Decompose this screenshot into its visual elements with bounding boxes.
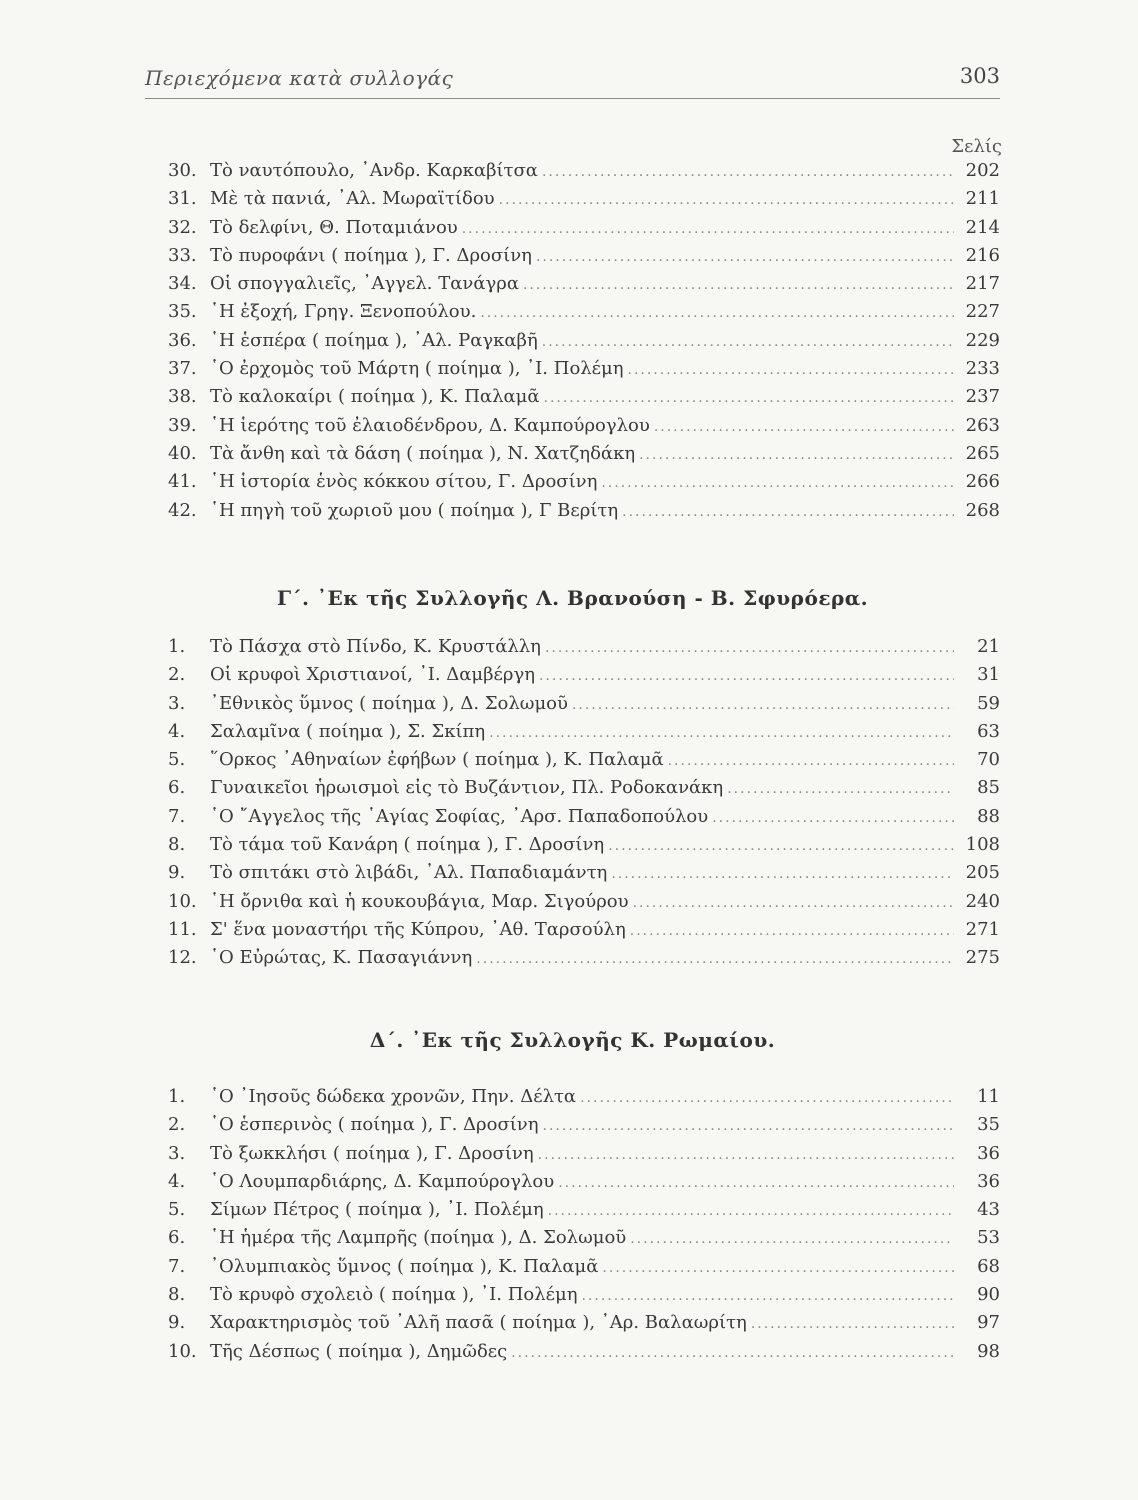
toc-entry bbox=[168, 693, 1000, 721]
entry-title: ῾Η ἑσπέρα ( ποίημα ), ᾿Αλ. Ραγκαβῆ bbox=[210, 329, 538, 351]
toc-entry bbox=[168, 160, 1000, 188]
toc-entry bbox=[168, 1114, 1000, 1142]
entry-title: ῾Η ἐξοχή, Γρηγ. Ξενοπούλου. bbox=[210, 301, 477, 323]
entry-title: Σ' ἕνα μοναστήρι τῆς Κύπρου, ᾿Αθ. Ταρσούλη bbox=[210, 918, 626, 940]
entry-page: 43 bbox=[977, 1199, 1000, 1221]
entry-number: 32. bbox=[168, 216, 197, 238]
dot-leader bbox=[545, 640, 954, 656]
dot-leader bbox=[668, 753, 954, 769]
entry-number: 4. bbox=[168, 1170, 186, 1192]
entry-page: 36 bbox=[977, 1170, 1000, 1192]
entry-title: ᾿Εθνικὸς ὕμνος ( ποίημα ), Δ. Σολωμοῦ bbox=[210, 692, 568, 714]
toc-entry bbox=[168, 1227, 1000, 1255]
entry-number: 10. bbox=[168, 1340, 197, 1362]
entry-number: 34. bbox=[168, 273, 197, 295]
entry-page: 53 bbox=[977, 1227, 1000, 1249]
entry-title: ῞Ορκος ᾿Αθηναίων ἐφήβων ( ποίημα ), Κ. Παλαμᾶ bbox=[210, 749, 664, 771]
dot-leader bbox=[476, 951, 954, 967]
entry-page: 205 bbox=[965, 862, 1000, 884]
toc-entry bbox=[168, 273, 1000, 301]
toc-entry bbox=[168, 1256, 1000, 1284]
entry-title: Τὸ καλοκαίρι ( ποίημα ), Κ. Παλαμᾶ bbox=[210, 386, 540, 408]
entry-page: 266 bbox=[965, 471, 1000, 493]
entry-number: 6. bbox=[168, 1227, 186, 1249]
entry-page: 271 bbox=[965, 918, 1000, 940]
entry-page: 88 bbox=[977, 805, 1000, 827]
entry-number: 8. bbox=[168, 834, 186, 856]
page-header bbox=[145, 62, 1000, 99]
entry-title: Τὸ κρυφὸ σχολειὸ ( ποίημα ), ᾿Ι. Πολέμη bbox=[210, 1284, 578, 1306]
dot-leader bbox=[542, 164, 954, 180]
toc-entry bbox=[168, 443, 1000, 471]
entry-title: ῾Η ἡμέρα τῆς Λαμπρῆς (ποίημα ), Δ. Σολωμοῦ bbox=[210, 1227, 627, 1249]
dot-leader bbox=[602, 1260, 954, 1276]
dot-leader bbox=[601, 475, 954, 491]
entry-page: 268 bbox=[965, 499, 1000, 521]
page-number: 303 bbox=[959, 64, 1000, 88]
entry-number: 2. bbox=[168, 1114, 186, 1136]
toc-entry bbox=[168, 330, 1000, 358]
entry-number: 3. bbox=[168, 1142, 186, 1164]
entry-page: 263 bbox=[965, 414, 1000, 436]
toc-entry bbox=[168, 806, 1000, 834]
entry-page: 21 bbox=[977, 636, 1000, 657]
entry-page: 90 bbox=[977, 1284, 1000, 1306]
entry-page: 265 bbox=[965, 442, 1000, 464]
entry-page: 202 bbox=[965, 160, 1000, 181]
entry-number: 31. bbox=[168, 188, 197, 210]
dot-leader bbox=[630, 923, 954, 939]
toc-entry bbox=[168, 749, 1000, 777]
toc-entry bbox=[168, 188, 1000, 216]
dot-leader bbox=[539, 668, 954, 684]
entry-title: ῾Η ὄρνιθα καὶ ἡ κουκουβάγια, Μαρ. Σιγούρου bbox=[210, 890, 629, 912]
toc-entry bbox=[168, 862, 1000, 890]
page-column-label: Σελίς bbox=[951, 136, 1002, 157]
dot-leader bbox=[558, 1175, 954, 1191]
entry-number: 7. bbox=[168, 1255, 186, 1277]
dot-leader bbox=[639, 447, 954, 463]
entry-page: 229 bbox=[965, 329, 1000, 351]
entry-title: Χαρακτηρισμὸς τοῦ ᾿Αλῆ πασᾶ ( ποίημα ), ᾿Αρ. Βαλαωρίτη bbox=[210, 1312, 747, 1334]
entry-page: 68 bbox=[977, 1255, 1000, 1277]
entry-number: 39. bbox=[168, 414, 197, 436]
toc-entry bbox=[168, 1171, 1000, 1199]
entry-page: 36 bbox=[977, 1142, 1000, 1164]
entry-page: 11 bbox=[977, 1086, 1000, 1107]
toc-entry bbox=[168, 500, 1000, 528]
entry-title: ῾Ο Λουμπαρδιάρης, Δ. Καμπούρογλου bbox=[210, 1170, 555, 1192]
dot-leader bbox=[608, 838, 954, 854]
section-d-list bbox=[168, 1086, 1000, 1369]
toc-entry bbox=[168, 834, 1000, 862]
entry-title: Μὲ τὰ πανιά, ᾿Αλ. Μωραϊτίδου bbox=[210, 188, 495, 210]
section-c-list bbox=[168, 636, 1000, 976]
toc-entry bbox=[168, 919, 1000, 947]
entry-page: 31 bbox=[977, 664, 1000, 686]
entry-title: ῾Η ἱερότης τοῦ ἐλαιοδένδρου, Δ. Καμπούρογλου bbox=[210, 414, 650, 436]
entry-title: Τὸ δελφίνι, Θ. Ποταμιάνου bbox=[210, 216, 458, 238]
entry-number: 35. bbox=[168, 301, 197, 323]
toc-entry bbox=[168, 891, 1000, 919]
dot-leader bbox=[543, 1118, 954, 1134]
entry-page: 275 bbox=[965, 947, 1000, 969]
entry-number: 36. bbox=[168, 329, 197, 351]
entry-title: Τὰ ἄνθη καὶ τὰ δάση ( ποίημα ), Ν. Χατζηδάκη bbox=[210, 442, 636, 464]
dot-leader bbox=[499, 192, 954, 208]
dot-leader bbox=[580, 1090, 954, 1106]
entry-number: 40. bbox=[168, 442, 197, 464]
entry-number: 3. bbox=[168, 692, 186, 714]
entry-title: Τὸ σπιτάκι στὸ λιβάδι, ᾿Αλ. Παπαδιαμάντη bbox=[210, 862, 608, 884]
section-d-title: Δ΄. ᾿Εκ τῆς Συλλογῆς Κ. Ρωμαίου. bbox=[369, 1028, 776, 1052]
entry-number: 9. bbox=[168, 862, 186, 884]
dot-leader bbox=[712, 810, 954, 826]
entry-title: Τὸ τάμα τοῦ Κανάρη ( ποίημα ), Γ. Δροσίνη bbox=[210, 834, 605, 856]
dot-leader bbox=[622, 504, 954, 520]
dot-leader bbox=[572, 697, 954, 713]
entry-number: 7. bbox=[168, 805, 186, 827]
dot-leader bbox=[462, 221, 954, 237]
entry-number: 30. bbox=[168, 160, 197, 181]
entry-title: ῾Ο ἐρχομὸς τοῦ Μάρτη ( ποίημα ), ᾿Ι. Πολέμη bbox=[210, 358, 624, 380]
toc-entry bbox=[168, 721, 1000, 749]
toc-entry bbox=[168, 1143, 1000, 1171]
dot-leader bbox=[630, 1231, 954, 1247]
dot-leader bbox=[751, 1316, 954, 1332]
toc-entry bbox=[168, 471, 1000, 499]
section-c-title: Γ΄. ᾿Εκ τῆς Συλλογῆς Λ. Βρανούση - Β. Σφυρόερα. bbox=[276, 586, 869, 610]
entry-page: 98 bbox=[977, 1340, 1000, 1362]
entry-title: Τὸ Πάσχα στὸ Πίνδο, Κ. Κρυστάλλη bbox=[210, 636, 541, 657]
entry-number: 6. bbox=[168, 777, 186, 799]
toc-entry bbox=[168, 1199, 1000, 1227]
toc-entry bbox=[168, 245, 1000, 273]
entry-number: 11. bbox=[168, 918, 197, 940]
toc-entry bbox=[168, 415, 1000, 443]
dot-leader bbox=[727, 781, 954, 797]
entry-number: 5. bbox=[168, 749, 186, 771]
entry-page: 108 bbox=[965, 834, 1000, 856]
entry-title: Τὸ ξωκκλήσι ( ποίημα ), Γ. Δροσίνη bbox=[210, 1142, 534, 1164]
section-b-list bbox=[168, 160, 1000, 528]
toc-entry bbox=[168, 664, 1000, 692]
entry-page: 217 bbox=[965, 273, 1000, 295]
entry-number: 42. bbox=[168, 499, 197, 521]
entry-title: Σίμων Πέτρος ( ποίημα ), ᾿Ι. Πολέμη bbox=[210, 1199, 544, 1221]
entry-page: 63 bbox=[977, 720, 1000, 742]
toc-entry bbox=[168, 1341, 1000, 1369]
entry-page: 97 bbox=[977, 1312, 1000, 1334]
entry-number: 12. bbox=[168, 947, 197, 969]
toc-entry bbox=[168, 1086, 1000, 1114]
entry-number: 10. bbox=[168, 890, 197, 912]
toc-entry bbox=[168, 301, 1000, 329]
entry-title: Τῆς Δέσπως ( ποίημα ), Δημῶδες bbox=[210, 1340, 508, 1362]
dot-leader bbox=[480, 305, 954, 321]
entry-page: 240 bbox=[965, 890, 1000, 912]
entry-title: ῾Η πηγὴ τοῦ χωριοῦ μου ( ποίημα ), Γ Βερίτη bbox=[210, 499, 619, 521]
entry-title: Οἱ σπογγαλιεῖς, ᾿Αγγελ. Τανάγρα bbox=[210, 273, 519, 295]
dot-leader bbox=[538, 1147, 954, 1163]
dot-leader bbox=[542, 334, 954, 350]
entry-title: ῾Ο ῎Αγγελος τῆς ῾Αγίας Σοφίας, ᾿Αρσ. Παπαδοπούλου bbox=[210, 805, 709, 827]
dot-leader bbox=[628, 362, 955, 378]
entry-page: 214 bbox=[965, 216, 1000, 238]
dot-leader bbox=[523, 277, 954, 293]
entry-title: ῾Ο ᾿Ιησοῦς δώδεκα χρονῶν, Πην. Δέλτα bbox=[210, 1086, 577, 1107]
entry-number: 1. bbox=[168, 1086, 186, 1107]
dot-leader bbox=[544, 390, 955, 406]
entry-title: Οἱ κρυφοὶ Χριστιανοί, ᾿Ι. Δαμβέργη bbox=[210, 664, 535, 686]
entry-page: 233 bbox=[965, 358, 1000, 380]
toc-entry bbox=[168, 636, 1000, 664]
entry-title: ᾿Ολυμπιακὸς ὕμνος ( ποίημα ), Κ. Παλαμᾶ bbox=[210, 1255, 599, 1277]
toc-entry bbox=[168, 947, 1000, 975]
entry-number: 41. bbox=[168, 471, 197, 493]
entry-title: ῾Η ἱστορία ἑνὸς κόκκου σίτου, Γ. Δροσίνη bbox=[210, 471, 598, 493]
entry-page: 70 bbox=[977, 749, 1000, 771]
dot-leader bbox=[581, 1288, 954, 1304]
dot-leader bbox=[489, 725, 954, 741]
entry-page: 216 bbox=[965, 244, 1000, 266]
entry-number: 37. bbox=[168, 358, 197, 380]
entry-title: Σαλαμῖνα ( ποίημα ), Σ. Σκίπη bbox=[210, 720, 486, 742]
toc-entry bbox=[168, 1312, 1000, 1340]
entry-title: ῾Ο ἑσπερινὸς ( ποίημα ), Γ. Δροσίνη bbox=[210, 1114, 539, 1136]
toc-entry bbox=[168, 217, 1000, 245]
dot-leader bbox=[536, 249, 954, 265]
entry-number: 33. bbox=[168, 244, 197, 266]
dot-leader bbox=[548, 1203, 954, 1219]
entry-title: Τὸ ναυτόπουλο, ᾿Ανδρ. Καρκαβίτσα bbox=[210, 160, 538, 181]
entry-number: 8. bbox=[168, 1284, 186, 1306]
entry-number: 5. bbox=[168, 1199, 186, 1221]
entry-page: 227 bbox=[965, 301, 1000, 323]
entry-title: Γυναικεῖοι ἡρωισμοὶ εἰς τὸ Βυζάντιον, Πλ. Ροδοκανάκη bbox=[210, 777, 724, 799]
dot-leader bbox=[654, 419, 954, 435]
entry-number: 1. bbox=[168, 636, 186, 657]
toc-entry bbox=[168, 1284, 1000, 1312]
entry-page: 211 bbox=[965, 188, 1000, 210]
entry-page: 237 bbox=[965, 386, 1000, 408]
running-title: Περιεχόμενα κατὰ συλλογάς bbox=[145, 66, 454, 90]
dot-leader bbox=[633, 895, 954, 911]
toc-entry bbox=[168, 358, 1000, 386]
entry-page: 85 bbox=[977, 777, 1000, 799]
entry-title: ῾Ο Εὐρώτας, Κ. Πασαγιάννη bbox=[210, 947, 473, 969]
toc-entry bbox=[168, 777, 1000, 805]
entry-number: 4. bbox=[168, 720, 186, 742]
toc-entry bbox=[168, 386, 1000, 414]
entry-number: 2. bbox=[168, 664, 186, 686]
entry-page: 59 bbox=[977, 692, 1000, 714]
entry-number: 38. bbox=[168, 386, 197, 408]
dot-leader bbox=[611, 866, 954, 882]
entry-title: Τὸ πυροφάνι ( ποίημα ), Γ. Δροσίνη bbox=[210, 244, 532, 266]
entry-number: 9. bbox=[168, 1312, 186, 1334]
dot-leader bbox=[511, 1345, 954, 1361]
entry-page: 35 bbox=[977, 1114, 1000, 1136]
